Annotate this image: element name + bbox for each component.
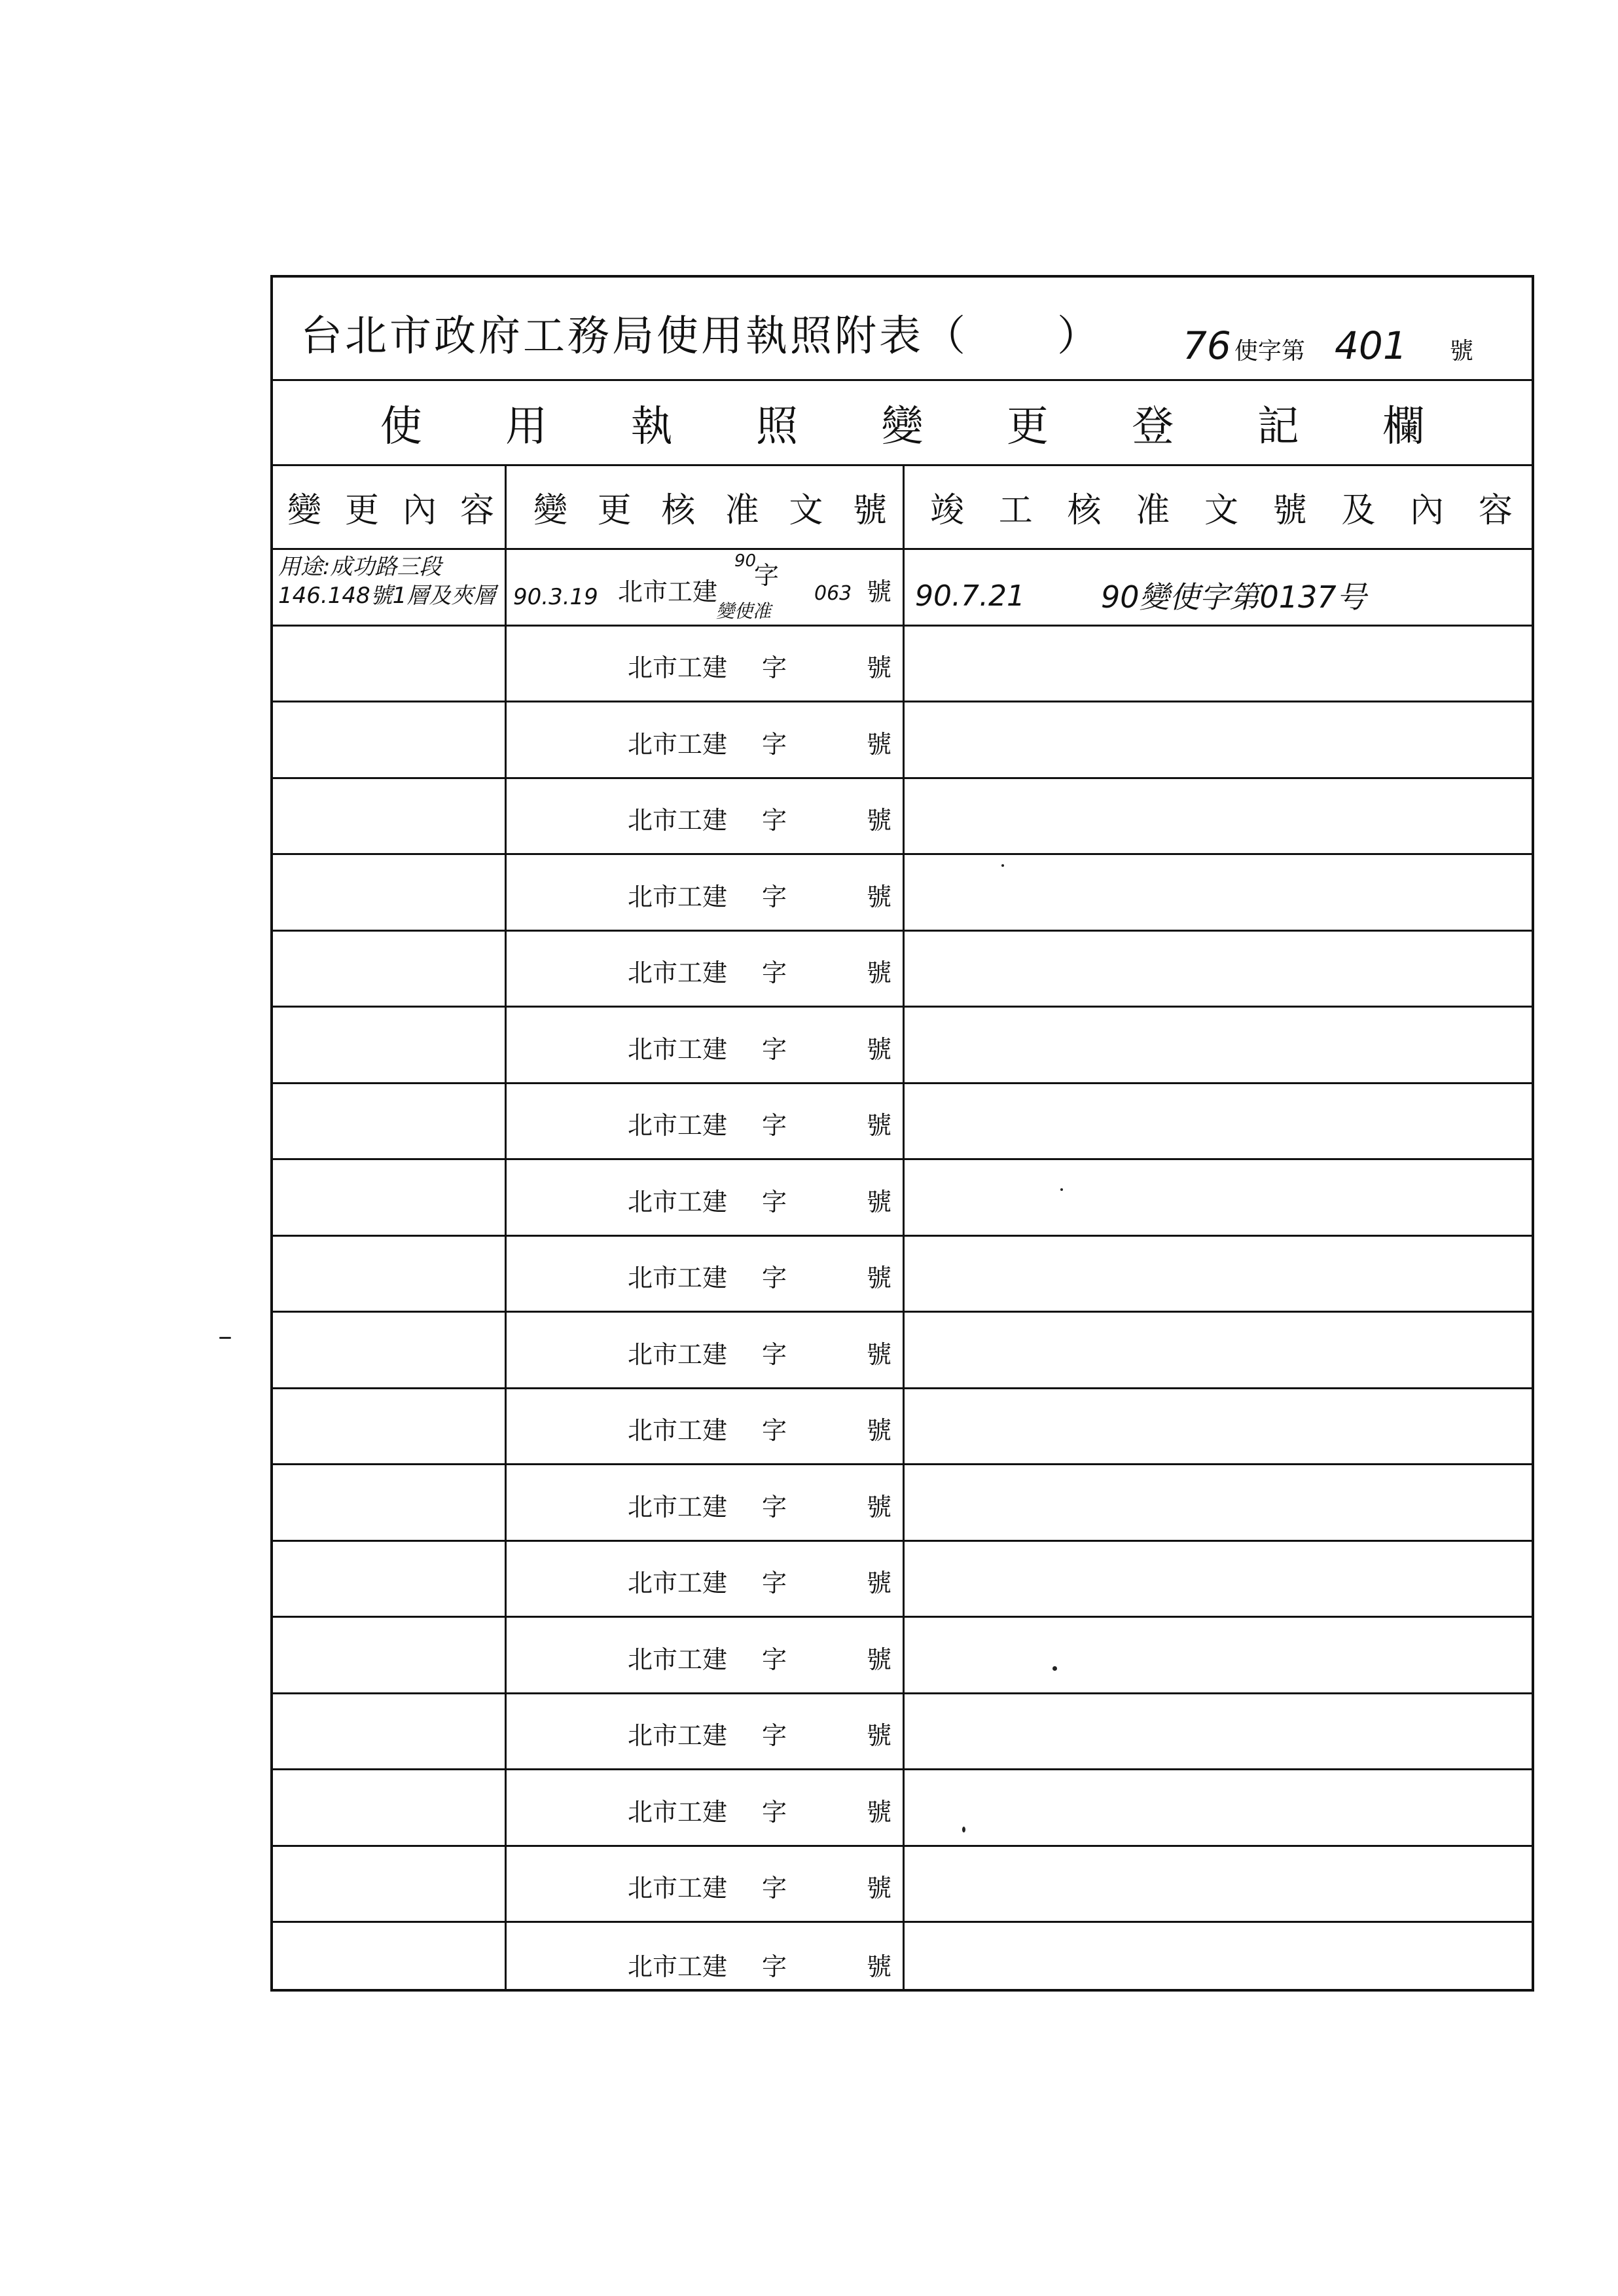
approval-number-cell [507,855,903,930]
label-zi: 字 [754,561,780,590]
label-zi: 字 [762,958,787,987]
banner-char: 執 [630,402,673,451]
label-city-office: 北市工建 [628,653,728,682]
permit-prefix: 使字第 [1234,338,1305,365]
label-hao: 號 [867,1645,892,1674]
scan-mark [1060,1188,1063,1191]
approval-number: 063 [814,581,852,605]
label-zi: 字 [762,1797,787,1827]
label-zi: 字 [762,882,787,911]
table-row [273,1770,1532,1847]
banner-char: 記 [1257,402,1299,451]
approval-number-cell [507,1084,903,1159]
label-zi: 字 [762,729,787,759]
label-hao: 號 [867,577,892,606]
header-change-content: 變 更 內 容 [287,491,494,530]
scan-mark [219,1337,231,1339]
header-completion-approval: 竣 工 核 准 文 號 及 內 容 [930,491,1513,530]
label-hao: 號 [867,1569,892,1597]
label-zi: 字 [762,1187,787,1216]
approval-number-cell [507,1008,903,1082]
label-city-office: 北市工建 [628,1264,728,1292]
banner-char: 變 [881,402,924,451]
table-row [273,1237,1532,1313]
approval-number-cell [507,1694,903,1769]
label-hao: 號 [867,1721,892,1750]
label-city-office: 北市工建 [628,1111,728,1140]
scan-mark [1001,864,1004,867]
permit-number-value: 401 [1335,323,1407,368]
table-row [273,1847,1532,1923]
table-row [273,855,1532,932]
label-hao: 號 [867,1874,892,1903]
label-hao: 號 [867,1952,892,1981]
table-row [273,550,1532,627]
label-hao: 號 [867,958,892,987]
approval-number-cell [507,779,903,854]
label-zi: 字 [762,1569,787,1597]
label-zi: 字 [762,1645,787,1674]
table-row [273,702,1532,779]
approval-number-cell [507,550,903,625]
approval-number-cell [507,1923,903,1999]
approval-year: 90 [734,551,757,571]
approval-number-cell [507,1542,903,1616]
label-city-office: 北市工建 [628,1034,728,1064]
permit-year: 76 [1183,323,1231,368]
title-row [273,278,1532,381]
label-zi: 字 [762,1034,787,1064]
label-hao: 號 [867,1339,892,1369]
table-row [273,627,1532,703]
registration-rows [273,550,1532,1999]
completion-text: 90變使字第0137号 [1101,579,1367,615]
label-hao: 號 [867,1111,892,1140]
label-zi: 字 [762,1952,787,1981]
label-city-office: 北市工建 [628,1874,728,1903]
label-zi: 字 [762,1339,787,1369]
label-hao: 號 [867,1492,892,1522]
label-hao: 號 [867,1264,892,1292]
label-zi: 字 [762,1111,787,1140]
table-row [273,932,1532,1008]
approval-number-cell [507,1618,903,1692]
completion-cell [905,550,1532,625]
label-city-office: 北市工建 [628,958,728,987]
label-city-office: 北市工建 [628,1569,728,1597]
table-row [273,1694,1532,1771]
approval-number-cell [507,1313,903,1387]
label-city-office: 北市工建 [628,1339,728,1369]
table-row [273,1160,1532,1237]
approval-number-cell [507,702,903,777]
approval-number-cell [507,932,903,1006]
banner-char: 登 [1132,402,1174,451]
approval-number-cell [507,1389,903,1464]
label-city-office: 北市工建 [628,1416,728,1445]
approval-number-cell [507,1847,903,1922]
table-row [273,1542,1532,1618]
change-registration-banner [273,381,1532,466]
label-zi: 字 [762,1416,787,1445]
banner-char: 更 [1006,402,1049,451]
scan-mark [1052,1666,1057,1671]
permit-suffix: 號 [1449,338,1473,365]
label-city-office: 北市工建 [628,1952,728,1981]
label-zi: 字 [762,653,787,682]
label-city-office: 北市工建 [628,1187,728,1216]
label-zi: 字 [762,1721,787,1750]
approval-category: 變使准 [716,600,772,622]
banner-char: 欄 [1382,402,1425,451]
header-change-approval-number: 變 更 核 准 文 號 [533,491,887,530]
approval-number-cell [507,627,903,701]
label-city-office: 北市工建 [628,882,728,911]
label-city-office: 北市工建 [628,1492,728,1522]
form-title: 台北市政府工務局使用執照附表（ ） [300,312,1102,361]
approval-number-cell [507,1770,903,1845]
label-zi: 字 [762,806,787,835]
approval-date: 90.3.19 [513,583,598,610]
completion-date: 90.7.21 [915,579,1025,613]
label-zi: 字 [762,1492,787,1522]
table-row [273,1008,1532,1084]
label-hao: 號 [867,1416,892,1445]
label-city-office: 北市工建 [628,729,728,759]
table-row [273,1313,1532,1389]
label-city-office: 北市工建 [628,1645,728,1674]
label-hao: 號 [867,806,892,835]
label-zi: 字 [762,1874,787,1903]
label-city-office: 北市工建 [628,1721,728,1750]
banner-char: 用 [505,402,548,451]
label-hao: 號 [867,729,892,759]
label-hao: 號 [867,1187,892,1216]
banner-char: 照 [756,402,799,451]
label-hao: 號 [867,1034,892,1064]
table-row [273,1618,1532,1694]
usage-permit-appendix-form [270,275,1534,1992]
table-row [273,779,1532,856]
label-city-office: 北市工建 [628,1797,728,1827]
label-hao: 號 [867,1797,892,1827]
table-row [273,1389,1532,1466]
permit-number [1183,323,1473,368]
label-zi: 字 [762,1264,787,1292]
approval-number-cell [507,1160,903,1235]
approval-number-cell [507,1465,903,1540]
label-hao: 號 [867,653,892,682]
scan-mark [962,1827,965,1832]
table-row [273,1465,1532,1542]
table-row [273,1923,1532,1999]
label-city-office: 北市工建 [618,577,718,606]
banner-char: 使 [380,402,422,451]
label-city-office: 北市工建 [628,806,728,835]
label-hao: 號 [867,882,892,911]
handwritten-change-content: 用途:成功路三段 146.148號1層及夾層 [278,554,496,609]
table-row [273,1084,1532,1161]
approval-number-cell [507,1237,903,1311]
